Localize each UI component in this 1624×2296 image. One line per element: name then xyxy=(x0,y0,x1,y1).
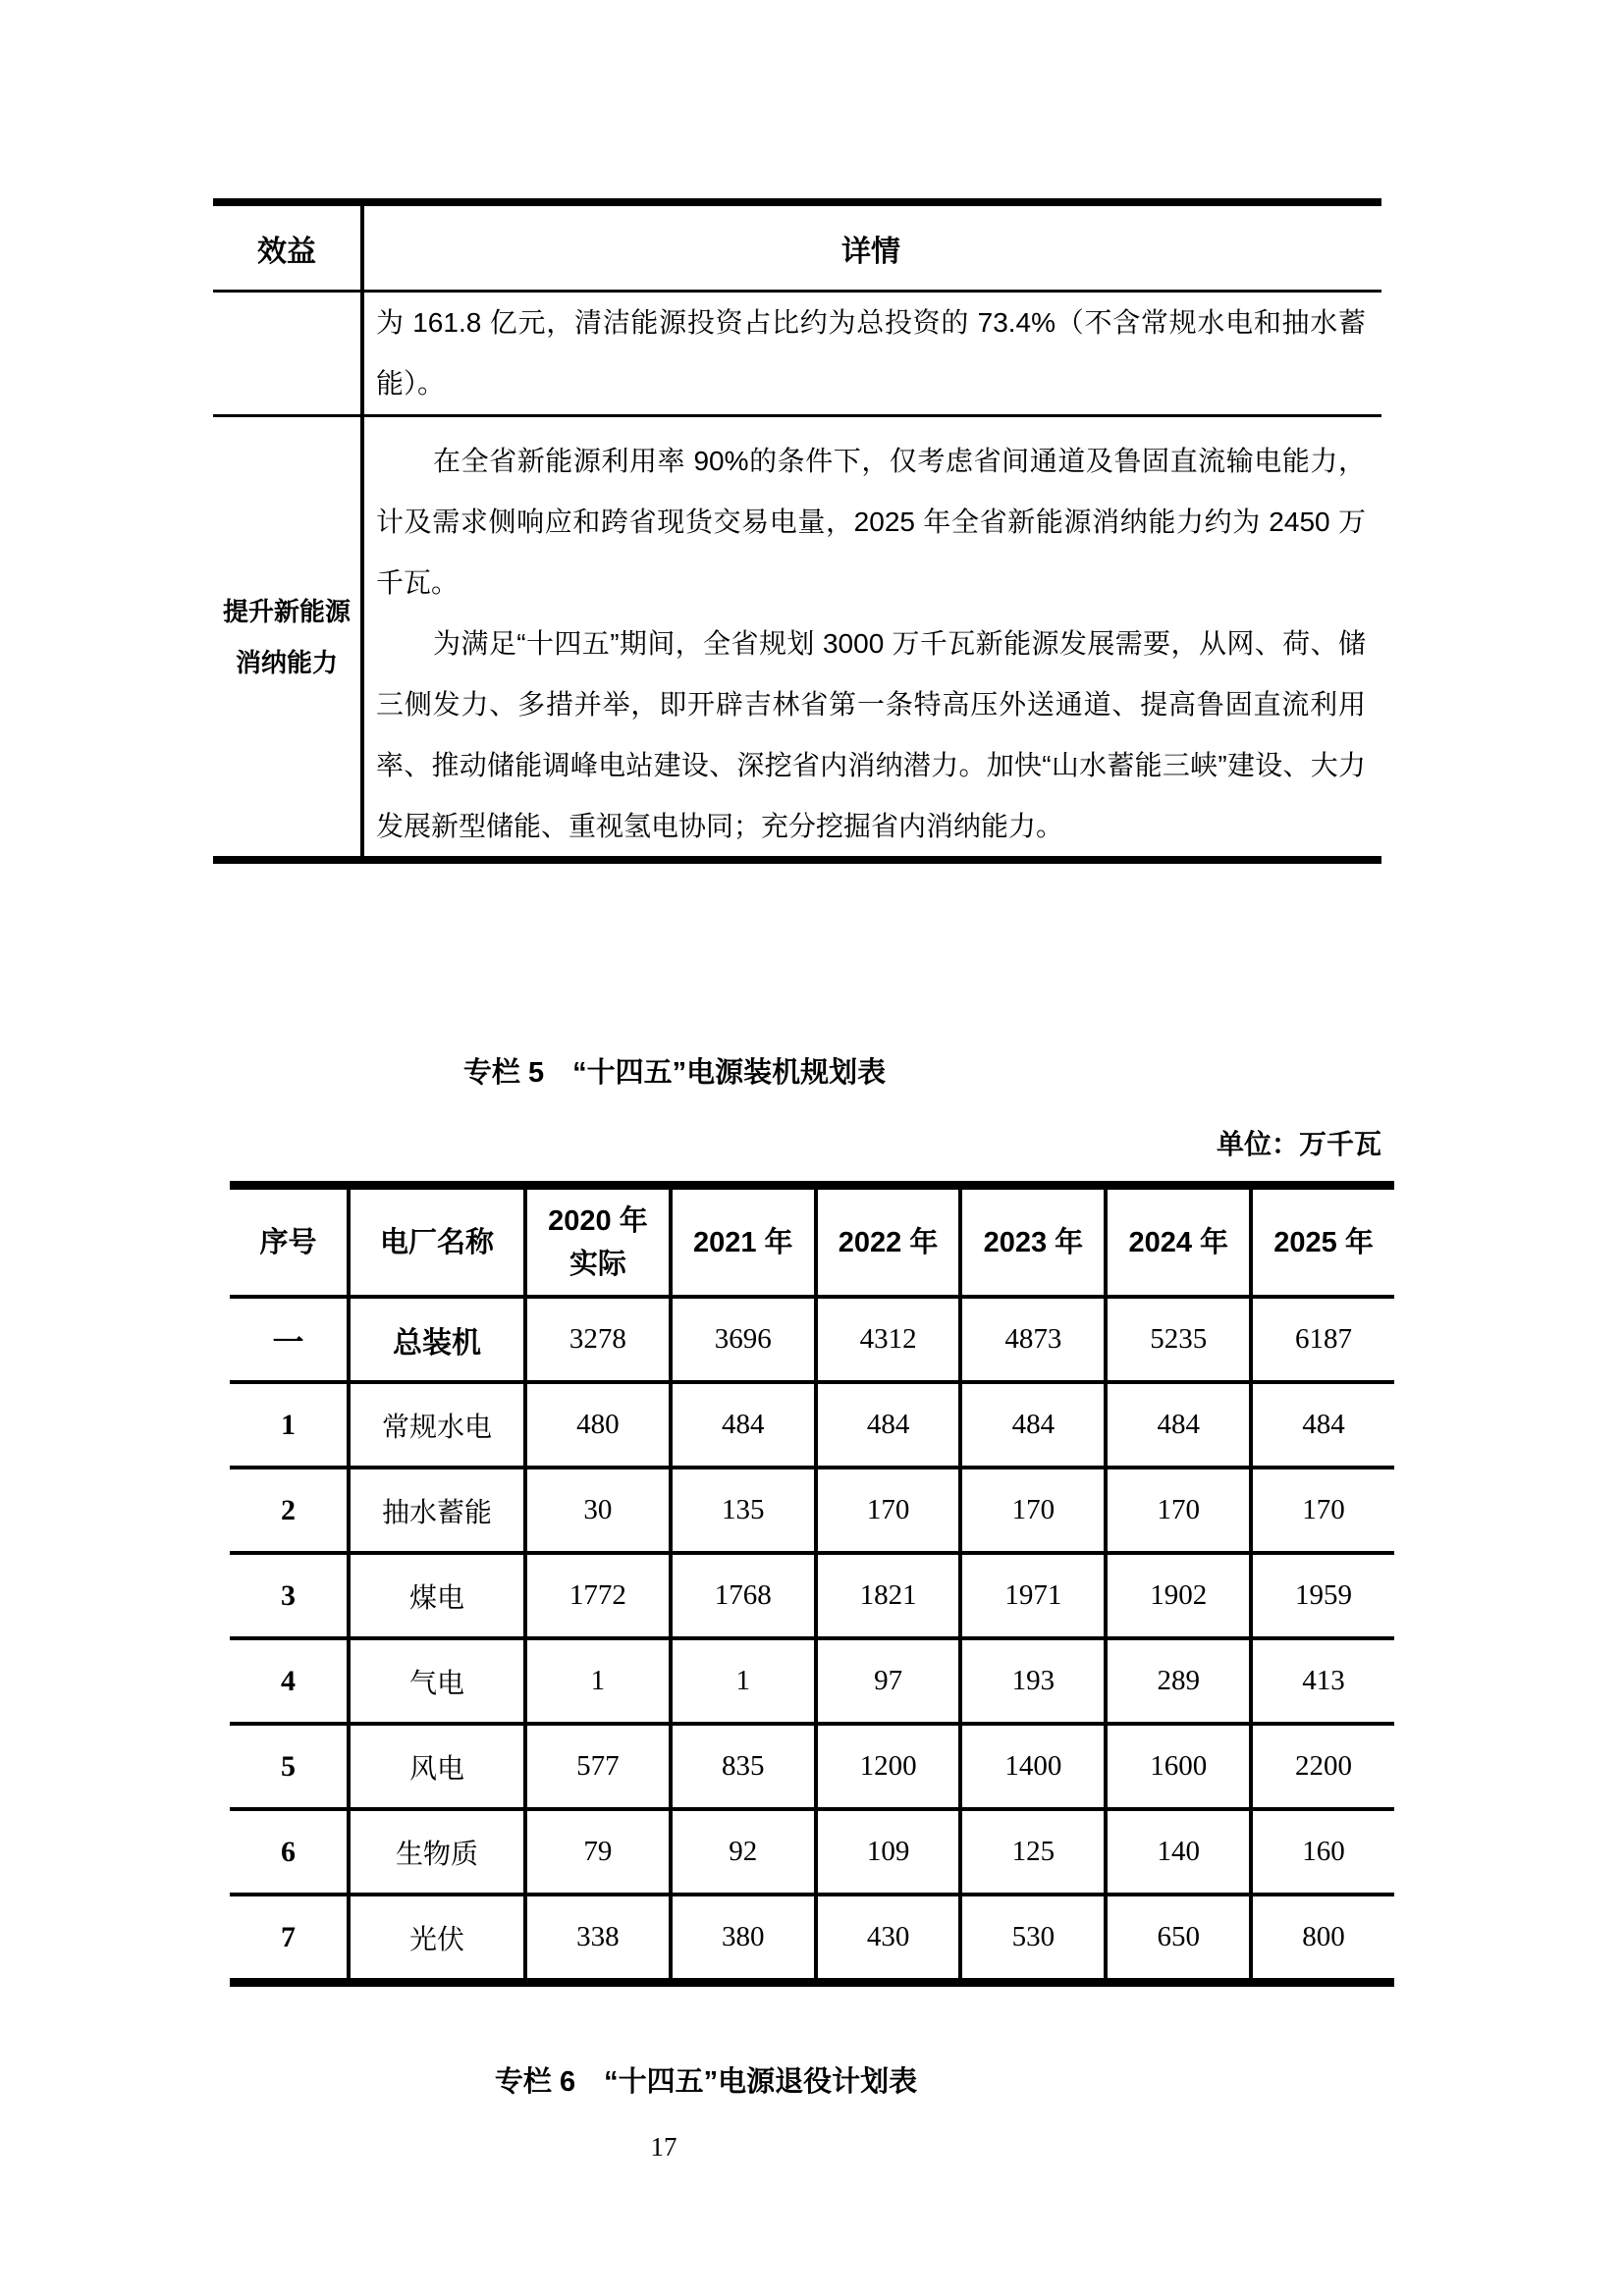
detail-header-cell: 详情 xyxy=(841,235,900,268)
detail-paragraph: 为 161.8 亿元，清洁能源投资占比约为总投资的 73.4%（不含常规水电和抽水蓄能）。 xyxy=(376,307,1366,399)
header-cell: 2025 年 xyxy=(1273,1226,1374,1258)
table-row xyxy=(230,1384,1394,1469)
value-cell: 484 xyxy=(673,1384,818,1466)
header-cell: 2023 年 xyxy=(962,1190,1108,1295)
value-cell: 380 xyxy=(673,1896,818,1978)
value-cell: 30 xyxy=(527,1469,673,1551)
benefit-label: 提升新能源消纳能力 xyxy=(222,596,351,677)
value-cell: 1902 xyxy=(1108,1555,1253,1636)
value-cell: 125 xyxy=(962,1811,1108,1893)
value-cell: 140 xyxy=(1108,1811,1253,1893)
plant-name-cell: 抽水蓄能 xyxy=(351,1469,527,1551)
page-number: 17 xyxy=(650,2132,677,2162)
row-index-cell: 5 xyxy=(230,1726,351,1807)
row-index-cell: 1 xyxy=(230,1384,351,1466)
value-cell: 413 xyxy=(1302,1665,1345,1696)
plant-name-cell: 煤电 xyxy=(351,1555,527,1636)
value-cell: 338 xyxy=(527,1896,673,1978)
benefit-header-cell: 效益 xyxy=(213,206,364,290)
table-row xyxy=(230,1726,1394,1811)
benefit-table xyxy=(213,198,1381,864)
value-cell: 1600 xyxy=(1108,1726,1253,1807)
capacity-table-header-row xyxy=(230,1190,1394,1299)
value-cell: 1821 xyxy=(818,1555,963,1636)
value-cell: 1772 xyxy=(527,1555,673,1636)
value-cell: 484 xyxy=(962,1384,1108,1466)
table-row xyxy=(230,1555,1394,1640)
column6-title: 专栏 6 “十四五”电源退役计划表 xyxy=(494,2066,918,2098)
value-cell: 480 xyxy=(527,1384,673,1466)
value-cell: 1200 xyxy=(818,1726,963,1807)
table-row xyxy=(230,1469,1394,1555)
row-index-cell: 7 xyxy=(230,1896,351,1978)
benefit-row-continuation xyxy=(213,290,1381,414)
header-cell: 2021 年 xyxy=(673,1190,818,1295)
value-cell: 1400 xyxy=(962,1726,1108,1807)
value-cell: 800 xyxy=(1302,1921,1345,1952)
row-index-cell: 6 xyxy=(230,1811,351,1893)
detail-paragraph: 为满足“十四五”期间，全省规划 3000 万千瓦新能源发展需要，从网、荷、储三侧发力、多措并举，即开辟吉林省第一条特高压外送通道、提高鲁固直流利用率、推动储能调峰电站建设、深挖省内消纳潜力。加快“山水蓄能三峡”建设、大力发展新型储能、重视氢电协同；充分挖掘省内消纳能力。 xyxy=(376,628,1366,841)
table-row xyxy=(230,1640,1394,1726)
header-cell: 2022 年 xyxy=(818,1190,963,1295)
value-cell: 170 xyxy=(818,1469,963,1551)
value-cell: 4873 xyxy=(962,1299,1108,1380)
value-cell: 97 xyxy=(818,1640,963,1722)
benefit-row-absorption xyxy=(213,414,1381,856)
value-cell: 1971 xyxy=(962,1555,1108,1636)
value-cell: 4312 xyxy=(818,1299,963,1380)
benefit-table-header-row xyxy=(213,206,1381,290)
value-cell: 484 xyxy=(818,1384,963,1466)
detail-paragraph: 在全省新能源利用率 90%的条件下，仅考虑省间通道及鲁固直流输电能力，计及需求侧响应和跨省现货交易电量，2025 年全省新能源消纳能力约为 2450 万千瓦。 xyxy=(376,446,1366,598)
plant-name-cell: 光伏 xyxy=(351,1896,527,1978)
column5-title: 专栏 5 “十四五”电源装机规划表 xyxy=(462,1057,887,1089)
plant-name-cell: 生物质 xyxy=(351,1811,527,1893)
benefit-label-empty xyxy=(213,293,364,414)
value-cell: 3278 xyxy=(527,1299,673,1380)
value-cell: 484 xyxy=(1108,1384,1253,1466)
value-cell: 92 xyxy=(673,1811,818,1893)
value-cell: 1959 xyxy=(1295,1579,1353,1611)
value-cell: 170 xyxy=(962,1469,1108,1551)
row-index-cell: 一 xyxy=(230,1299,351,1380)
capacity-table xyxy=(230,1181,1394,1987)
header-cell: 2024 年 xyxy=(1108,1190,1253,1295)
value-cell: 289 xyxy=(1108,1640,1253,1722)
header-cell: 序号 xyxy=(230,1190,351,1295)
value-cell: 430 xyxy=(818,1896,963,1978)
plant-name-cell: 气电 xyxy=(351,1640,527,1722)
row-index-cell: 2 xyxy=(230,1469,351,1551)
value-cell: 170 xyxy=(1302,1494,1345,1525)
value-cell: 170 xyxy=(1108,1469,1253,1551)
benefit-label-cell xyxy=(213,417,364,856)
unit-label: 单位：万千瓦 xyxy=(1216,1129,1381,1159)
table-row xyxy=(230,1299,1394,1384)
value-cell: 484 xyxy=(1302,1409,1345,1440)
value-cell: 6187 xyxy=(1295,1323,1353,1355)
value-cell: 835 xyxy=(673,1726,818,1807)
capacity-table-body xyxy=(230,1299,1394,1978)
header-cell: 2020 年 实际 xyxy=(527,1190,673,1295)
plant-name-cell: 风电 xyxy=(351,1726,527,1807)
row-index-cell: 4 xyxy=(230,1640,351,1722)
value-cell: 1 xyxy=(527,1640,673,1722)
value-cell: 193 xyxy=(962,1640,1108,1722)
row-index-cell: 3 xyxy=(230,1555,351,1636)
value-cell: 135 xyxy=(673,1469,818,1551)
value-cell: 530 xyxy=(962,1896,1108,1978)
value-cell: 3696 xyxy=(673,1299,818,1380)
value-cell: 109 xyxy=(818,1811,963,1893)
value-cell: 577 xyxy=(527,1726,673,1807)
detail-cell xyxy=(364,417,1381,856)
table-row xyxy=(230,1811,1394,1896)
value-cell: 79 xyxy=(527,1811,673,1893)
plant-name-cell: 常规水电 xyxy=(351,1384,527,1466)
detail-cell xyxy=(364,293,1381,414)
value-cell: 5235 xyxy=(1108,1299,1253,1380)
value-cell: 1 xyxy=(673,1640,818,1722)
header-cell: 电厂名称 xyxy=(351,1190,527,1295)
table-row xyxy=(230,1896,1394,1978)
value-cell: 650 xyxy=(1108,1896,1253,1978)
value-cell: 160 xyxy=(1302,1836,1345,1867)
value-cell: 1768 xyxy=(673,1555,818,1636)
value-cell: 2200 xyxy=(1295,1750,1353,1782)
plant-name-cell: 总装机 xyxy=(351,1299,527,1380)
